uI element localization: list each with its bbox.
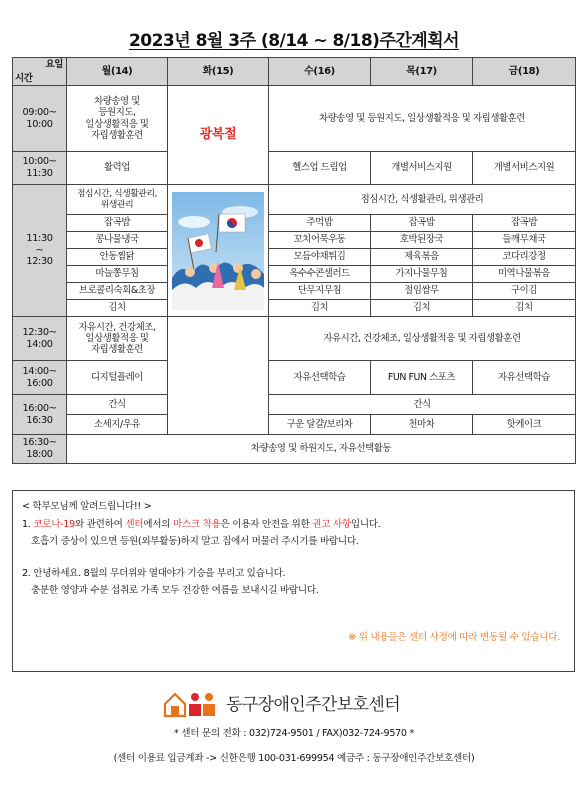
menu-item: 잡곡밥 bbox=[67, 215, 168, 232]
menu-item: 제육볶음 bbox=[371, 249, 473, 266]
table-row bbox=[13, 361, 576, 395]
menu-item: 잡곡밥 bbox=[371, 215, 473, 232]
notice-text: 은 이용자 안전을 위한 bbox=[220, 519, 313, 530]
menu-item: 주먹밥 bbox=[269, 215, 371, 232]
schedule-cell: 헬스업 드림업 bbox=[269, 152, 371, 185]
time-slot: 11:30 ~ 12:30 bbox=[13, 185, 67, 317]
holiday-label: 광복절 bbox=[199, 127, 237, 143]
menu-item: 안동찜닭 bbox=[67, 249, 168, 266]
schedule-cell: FUN FUN 스포츠 bbox=[371, 361, 473, 395]
notice-highlight: 코로나-19 bbox=[33, 519, 75, 530]
schedule-cell: 점심시간, 식생활관리, 위생관리 bbox=[67, 185, 168, 215]
menu-item: 절임쌈무 bbox=[371, 283, 473, 300]
schedule-cell: 천마차 bbox=[371, 415, 473, 435]
schedule-cell: 핫케이크 bbox=[473, 415, 576, 435]
header-row bbox=[13, 58, 576, 86]
menu-item: 브로콜리숙회&초장 bbox=[67, 283, 168, 300]
menu-item: 꼬치어묵우동 bbox=[269, 232, 371, 249]
table-row bbox=[13, 317, 576, 361]
contact-info: * 센터 문의 전화 : 032)724-9501 / FAX)032-724-9570 * bbox=[174, 728, 414, 739]
notice-heading: < 학부모님께 알려드립니다!! > bbox=[22, 501, 152, 512]
menu-item: 김치 bbox=[473, 300, 576, 317]
time-slot: 16:30~ 18:00 bbox=[13, 435, 67, 464]
schedule-cell: 소세지/우유 bbox=[67, 415, 168, 435]
table-row bbox=[13, 185, 576, 215]
menu-item: 미역나물볶음 bbox=[473, 266, 576, 283]
table-row bbox=[13, 249, 576, 266]
schedule-cell: 자유시간, 건강체조, 일상생활적응 및 자립생활훈련 bbox=[269, 317, 576, 361]
notice-highlight: 마스크 착용 bbox=[172, 519, 221, 530]
schedule-cell: 활력업 bbox=[67, 152, 168, 185]
schedule-cell: 개별서비스지원 bbox=[473, 152, 576, 185]
schedule-cell: 차량송영 및 하원지도, 자유선택활동 bbox=[67, 435, 576, 464]
menu-item: 가지나물무침 bbox=[371, 266, 473, 283]
notice-highlight: 센터 bbox=[125, 519, 144, 530]
menu-item: 모듬야채튀김 bbox=[269, 249, 371, 266]
weekly-schedule-table bbox=[12, 57, 576, 464]
table-row bbox=[13, 86, 576, 152]
time-slot: 10:00~ 11:30 bbox=[13, 152, 67, 185]
schedule-cell: 차량송영 및 등원지도, 일상생활적응 및 자립생활훈련 bbox=[269, 86, 576, 152]
time-slot: 16:00~ 16:30 bbox=[13, 395, 67, 435]
page-title: 2023년 8월 3주 (8/14 ~ 8/18)주간계획서 bbox=[128, 31, 460, 51]
table-row bbox=[13, 215, 576, 232]
time-slot: 09:00~ 10:00 bbox=[13, 86, 67, 152]
menu-item: 코다리강정 bbox=[473, 249, 576, 266]
schedule-cell: 자유선택학습 bbox=[473, 361, 576, 395]
independence-day-illustration bbox=[172, 192, 264, 310]
day-header-wed: 수(16) bbox=[269, 58, 371, 86]
schedule-cell: 디지털플레이 bbox=[67, 361, 168, 395]
org-logo-icon bbox=[163, 688, 217, 718]
holiday-image-cell bbox=[168, 185, 269, 317]
notice-text: 와 관련하여 bbox=[75, 519, 126, 530]
menu-item: 마늘쫑무침 bbox=[67, 266, 168, 283]
notice-text: 에서의 bbox=[143, 519, 173, 530]
schedule-cell: 차량송영 및 등원지도, 일상생활적응 및 자립생활훈련 bbox=[67, 86, 168, 152]
day-header-thu: 목(17) bbox=[371, 58, 473, 86]
menu-item: 김치 bbox=[67, 300, 168, 317]
table-row bbox=[13, 283, 576, 300]
schedule-cell: 자유선택학습 bbox=[269, 361, 371, 395]
menu-item: 단무지무침 bbox=[269, 283, 371, 300]
notice-item-2-line-2: 충분한 영양과 수분 섭취로 가족 모두 건강한 여름을 보내시길 바랍니다. bbox=[31, 585, 319, 596]
bank-account-info: (센터 이용료 입금계좌 -> 신한은행 100-031-699954 예금주 : 동구장애인주간보호센터) bbox=[113, 753, 475, 764]
time-slot: 14:00~ 16:00 bbox=[13, 361, 67, 395]
table-row bbox=[13, 152, 576, 185]
schedule-cell: 구운 달걀/보리차 bbox=[269, 415, 371, 435]
header-corner bbox=[13, 58, 67, 86]
day-label: 요일 bbox=[45, 59, 63, 70]
notice-footnote: ※ 위 내용들은 센터 사정에 따라 변동될 수 있습니다. bbox=[348, 632, 560, 643]
schedule-cell: 자유시간, 건강체조, 일상생활적응 및 자립생활훈련 bbox=[67, 317, 168, 361]
holiday-cell bbox=[168, 86, 269, 185]
time-slot: 12:30~ 14:00 bbox=[13, 317, 67, 361]
menu-item: 잡곡밥 bbox=[473, 215, 576, 232]
menu-item: 김치 bbox=[371, 300, 473, 317]
menu-item: 옥수수콘샐러드 bbox=[269, 266, 371, 283]
holiday-blank-cell bbox=[168, 317, 269, 435]
schedule-cell: 간식 bbox=[269, 395, 576, 415]
org-name: 동구장애인주간보호센터 bbox=[226, 695, 401, 715]
notice-text: 입니다. bbox=[350, 519, 381, 530]
day-header-mon: 월(14) bbox=[67, 58, 168, 86]
menu-item: 콩나물냉국 bbox=[67, 232, 168, 249]
table-row bbox=[13, 415, 576, 435]
day-header-fri: 금(18) bbox=[473, 58, 576, 86]
table-row bbox=[13, 435, 576, 464]
schedule-cell: 개별서비스지원 bbox=[371, 152, 473, 185]
parent-notice-box bbox=[12, 490, 575, 672]
notice-item-1 bbox=[22, 518, 381, 532]
time-label: 시간 bbox=[15, 72, 33, 84]
org-logo-row bbox=[0, 688, 588, 718]
table-row bbox=[13, 395, 576, 415]
notice-item-1-line-2: 호흡기 증상이 있으면 등원(외부활동)하지 말고 집에서 머물러 주시기를 바랍니다. bbox=[31, 536, 359, 547]
menu-item: 호박된장국 bbox=[371, 232, 473, 249]
menu-item: 들깨무채국 bbox=[473, 232, 576, 249]
day-header-tue: 화(15) bbox=[168, 58, 269, 86]
table-row bbox=[13, 232, 576, 249]
schedule-cell: 점심시간, 식생활관리, 위생관리 bbox=[269, 185, 576, 215]
menu-item: 김치 bbox=[269, 300, 371, 317]
notice-item-2: 2. 안녕하세요. 8월의 무더위와 열대야가 기승을 부리고 있습니다. bbox=[22, 568, 286, 579]
table-row bbox=[13, 266, 576, 283]
menu-item: 구이김 bbox=[473, 283, 576, 300]
notice-text: 1. bbox=[22, 519, 34, 530]
schedule-cell: 간식 bbox=[67, 395, 168, 415]
table-row bbox=[13, 300, 576, 317]
notice-highlight: 권고 사항 bbox=[312, 519, 351, 530]
